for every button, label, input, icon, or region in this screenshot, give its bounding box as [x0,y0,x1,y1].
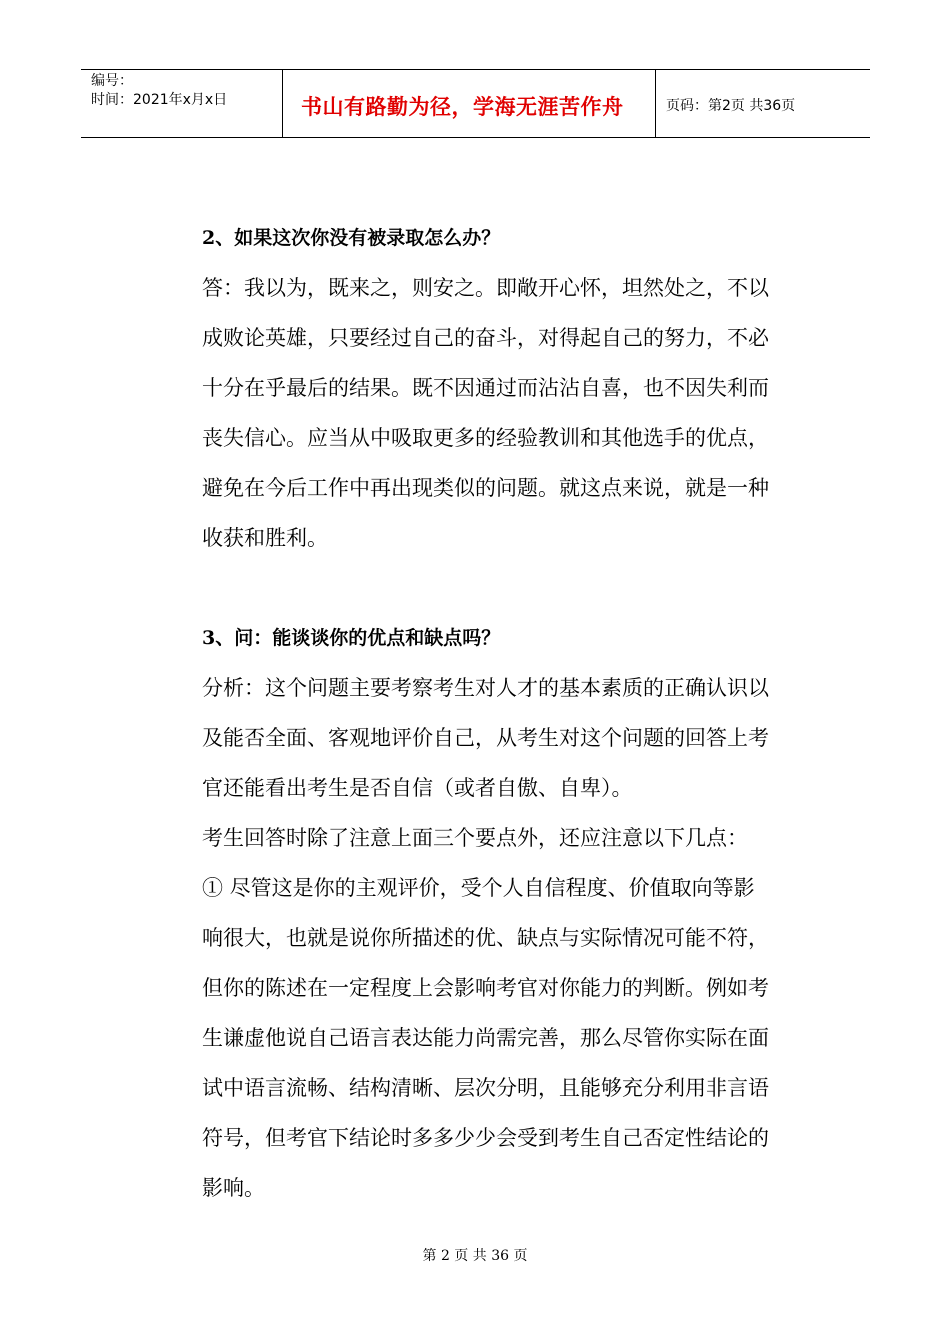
answer-3-line: 及能否全面、客观地评价自己，从考生对这个问题的回答上考 [202,726,769,750]
answer-3-line: 考生回答时除了注意上面三个要点外，还应注意以下几点： [202,826,748,850]
document-body [202,213,812,1213]
answer-3-line: 官还能看出考生是否自信（或者自傲、自卑）。 [202,776,633,800]
answer-3-line: 分析：这个问题主要考察考生对人才的基本素质的正确认识以 [202,676,769,700]
answer-2-line: 答：我以为，既来之，则安之。即敞开心怀，坦然处之，不以 [202,276,769,300]
answer-3-line: 但你的陈述在一定程度上会影响考官对你能力的判断。例如考 [202,976,769,1000]
header-motto-cell [283,70,656,137]
answer-2-line: 避免在今后工作中再出现类似的问题。就这点来说，就是一种 [202,476,769,500]
header-meta-cell [81,70,283,137]
page-header [81,69,870,138]
document-number-label: 编号： [91,73,133,89]
header-page-info: 页码：第2页 共36页 [666,98,796,114]
header-page-cell [656,70,870,137]
document-date: 时间：2021年x月x日 [91,92,228,108]
page-footer: 第 2 页 共 36 页 [422,1248,528,1264]
header-motto: 书山有路勤为径，学海无涯苦作舟 [301,95,624,119]
answer-3-line: ① 尽管这是你的主观评价，受个人自信程度、价值取向等影 [202,876,755,900]
question-2-heading: 2、如果这次你没有被录取怎么办？ [202,227,501,249]
question-3-heading: 3、问：能谈谈你的优点和缺点吗？ [202,627,501,649]
answer-2-line: 十分在乎最后的结果。既不因通过而沾沾自喜，也不因失利而 [202,376,769,400]
answer-3-line: 响很大，也就是说你所描述的优、缺点与实际情况可能不符， [202,926,769,950]
answer-3-line: 影响。 [202,1176,265,1200]
answer-3-line: 生谦虚他说自己语言表达能力尚需完善，那么尽管你实际在面 [202,1026,769,1050]
answer-2-line: 成败论英雄，只要经过自己的奋斗，对得起自己的努力，不必 [202,326,769,350]
answer-3-line: 试中语言流畅、结构清晰、层次分明，且能够充分利用非言语 [202,1076,769,1100]
answer-2-line: 收获和胜利。 [202,526,328,550]
answer-2-line: 丧失信心。应当从中吸取更多的经验教训和其他选手的优点， [202,426,769,450]
answer-3-line: 符号，但考官下结论时多多少少会受到考生自己否定性结论的 [202,1126,769,1150]
section-spacer [202,563,812,613]
